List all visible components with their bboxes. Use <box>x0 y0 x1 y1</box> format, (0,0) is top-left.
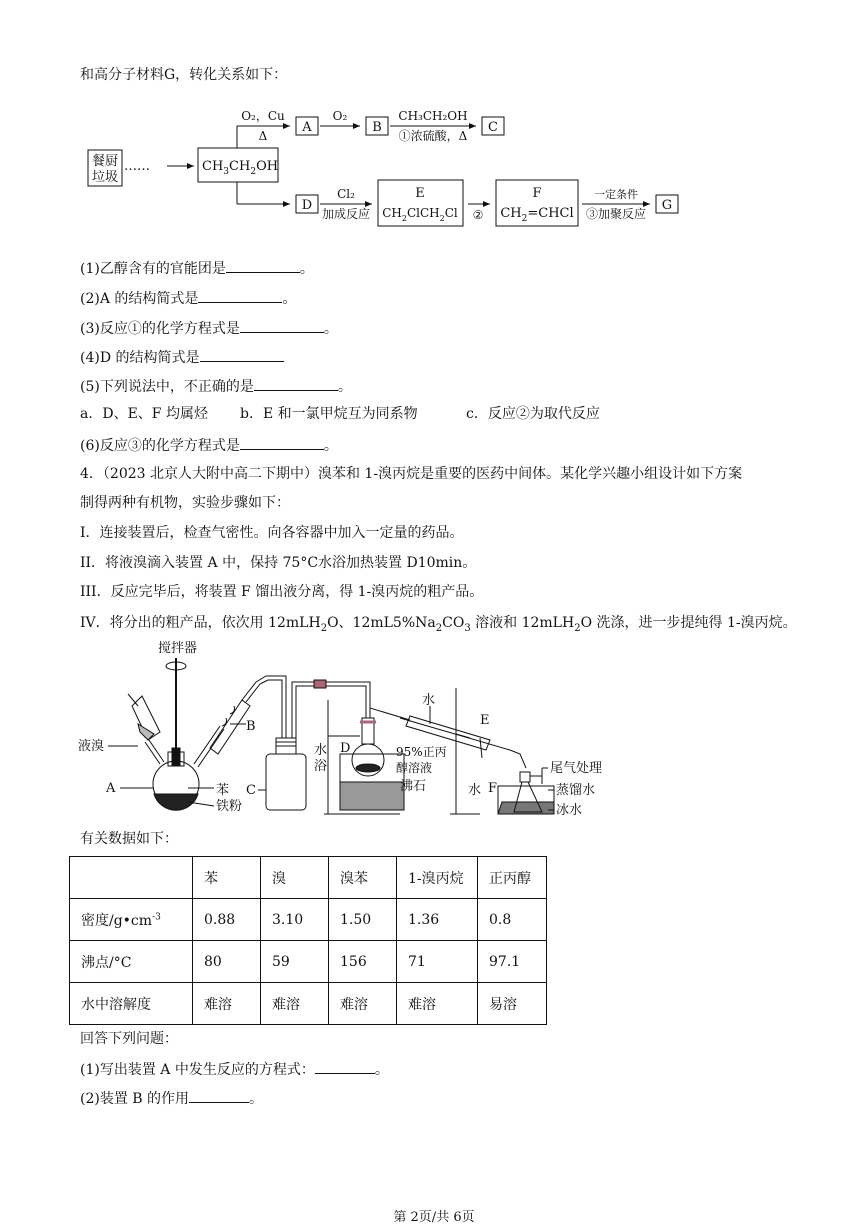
ice-water-label: 冰水 <box>556 803 583 818</box>
problem-4-line1: 4．（2023 北京人大附中高二下期中）溴苯和 1-溴丙烷是重要的医药中间体。某化学兴趣小组设计如下方案 <box>80 466 743 482</box>
table-cell: 156 <box>329 941 397 983</box>
step-1: I．连接装置后，检查气密性。向各容器中加入一定量的药品。 <box>80 525 464 541</box>
apparatus-diagram <box>70 636 630 826</box>
box-b-label: B <box>372 120 382 135</box>
table-header-cell: 正丙醇 <box>478 857 547 899</box>
food-waste-line2: 垃圾 <box>91 170 119 185</box>
box-g-label: G <box>661 198 673 213</box>
table-cell: 密度$/g•cm^{-3}$ <box>70 899 193 941</box>
table-cell: 0.88 <box>193 899 261 941</box>
table-cell: 0.8 <box>478 899 547 941</box>
certain-conditions-label: 一定条件 <box>594 188 638 201</box>
table-cell: 1.50 <box>329 899 397 941</box>
box-f-formula: $CH_2=CHCl$ <box>500 206 574 224</box>
table-cell: 1.36 <box>397 899 478 941</box>
step-2: II．将液溴滴入装置 A 中，保持 75°C水浴加热装置 D10min。 <box>80 555 477 571</box>
iron-powder-label: 铁粉 <box>216 799 243 814</box>
ethanol-formula: $CH_3CH_2OH$ <box>202 159 279 177</box>
table-header-row <box>70 857 547 899</box>
question-6: (6)反应③的化学方程式是 。 <box>80 435 338 455</box>
answer-question-2: (2)装置 B 的作用 。 <box>80 1088 263 1108</box>
box-d-label: D <box>301 198 313 213</box>
answer-blank[interactable] <box>240 435 324 450</box>
answer-blank[interactable] <box>240 318 324 333</box>
box-a-label: A <box>302 120 312 135</box>
answer-blank[interactable] <box>315 1059 375 1074</box>
reaction-2-label: ② <box>472 208 484 222</box>
table-cell: 沸点/°C <box>70 941 193 983</box>
answer-blank[interactable] <box>198 288 282 303</box>
water-bath-label-2: 浴 <box>314 759 328 774</box>
scheme-dots: …… <box>124 159 150 174</box>
answer-question-1: (1)写出装置 A 中发生反应的方程式： 。 <box>80 1059 389 1079</box>
benzene-label: 苯 <box>216 783 230 798</box>
table-cell: 难溶 <box>193 983 261 1025</box>
water-bath-label-1: 水 <box>314 743 328 758</box>
ethanol-reagent-label: CH₃CH₂OH <box>398 109 468 123</box>
label-e: E <box>480 713 490 728</box>
label-f: F <box>488 781 498 796</box>
distilled-water-label: 蒸馏水 <box>556 783 596 798</box>
table-cell: 59 <box>261 941 329 983</box>
step-4: IV．将分出的粗产品，依次用 12mLH$_2$O、$12mL5\%Na_2CO_3$ 溶液和 12mLH$_2$O 洗涤，进一步提纯得 1-溴丙烷。 <box>80 615 797 634</box>
answer-blank[interactable] <box>189 1088 249 1103</box>
page-footer: 第 2页/共 6页 <box>393 1210 475 1225</box>
table-cell: 3.10 <box>261 899 329 941</box>
water-out-label: 水 <box>422 693 436 708</box>
table-header-cell: 溴苯 <box>329 857 397 899</box>
question-5: (5)下列说法中，不正确的是 。 <box>80 376 352 396</box>
answer-blank[interactable] <box>254 376 338 391</box>
stirrer-label: 搅拌器 <box>158 641 198 656</box>
table-header-cell: 苯 <box>193 857 261 899</box>
table-row <box>70 899 547 941</box>
option-a: a．D、E、F 均属烃 <box>80 406 208 422</box>
table-header-cell: 溴 <box>261 857 329 899</box>
table-header-cell <box>70 857 193 899</box>
data-intro: 有关数据如下： <box>80 831 178 847</box>
answer-intro: 回答下列问题： <box>80 1031 178 1047</box>
boiling-chips-label: 沸石 <box>400 779 427 794</box>
step-3: III．反应完毕后，将装置 F 馏出液分离，得 1-溴丙烷的粗产品。 <box>80 584 484 600</box>
liquid-bromine-label: 液溴 <box>78 739 105 754</box>
question-3: (3)反应①的化学方程式是 。 <box>80 318 338 338</box>
data-table <box>69 856 547 1025</box>
sulfuric-acid-label: ①浓硫酸，Δ <box>398 129 468 143</box>
propanol-label-2: 醇溶液 <box>396 761 433 775</box>
table-cell: 97.1 <box>478 941 547 983</box>
intro-text: 和高分子材料G，转化关系如下： <box>80 67 288 83</box>
table-cell: 80 <box>193 941 261 983</box>
answer-blank[interactable] <box>226 258 300 273</box>
label-a: A <box>106 781 116 796</box>
question-4: (4)D 的结构简式是 <box>80 347 284 367</box>
label-d: D <box>340 741 351 756</box>
propanol-label-1: 95%正丙 <box>396 745 447 759</box>
option-c: c．反应②为取代反应 <box>466 406 600 422</box>
table-cell: 难溶 <box>329 983 397 1025</box>
table-cell: 难溶 <box>397 983 478 1025</box>
option-b: b．E 和一氯甲烷互为同系物 <box>240 406 418 422</box>
box-e-label: E <box>415 186 425 201</box>
label-c: C <box>246 783 256 798</box>
tail-gas-label: 尾气处理 <box>550 761 603 776</box>
reaction-scheme <box>80 102 700 242</box>
table-row <box>70 983 547 1025</box>
table-header-cell: 1-溴丙烷 <box>397 857 478 899</box>
question-1: (1)乙醇含有的官能团是 。 <box>80 258 314 278</box>
table-cell: 水中溶解度 <box>70 983 193 1025</box>
table-row <box>70 941 547 983</box>
problem-4-line2: 制得两种有机物，实验步骤如下： <box>80 495 290 511</box>
table-cell: 易溶 <box>478 983 547 1025</box>
box-e-formula: $CH_2ClCH_2Cl$ <box>382 206 458 223</box>
food-waste-line1: 餐厨 <box>91 154 119 169</box>
cl2-label: Cl₂ <box>337 187 355 201</box>
addition-reaction-label: 加成反应 <box>321 207 371 221</box>
polymerization-label: ③加聚反应 <box>585 207 647 221</box>
answer-blank[interactable] <box>200 347 284 362</box>
heat-label: Δ <box>258 129 268 143</box>
label-b: B <box>246 719 256 734</box>
water-in-label: 水 <box>468 783 482 798</box>
question-2: (2)A 的结构简式是 。 <box>80 288 296 308</box>
o2-label: O₂ <box>332 109 348 123</box>
box-c-label: C <box>488 120 498 135</box>
box-f-label: F <box>532 186 542 201</box>
table-cell: 难溶 <box>261 983 329 1025</box>
o2-cu-label: O₂，Cu <box>241 109 285 123</box>
table-cell: 71 <box>397 941 478 983</box>
